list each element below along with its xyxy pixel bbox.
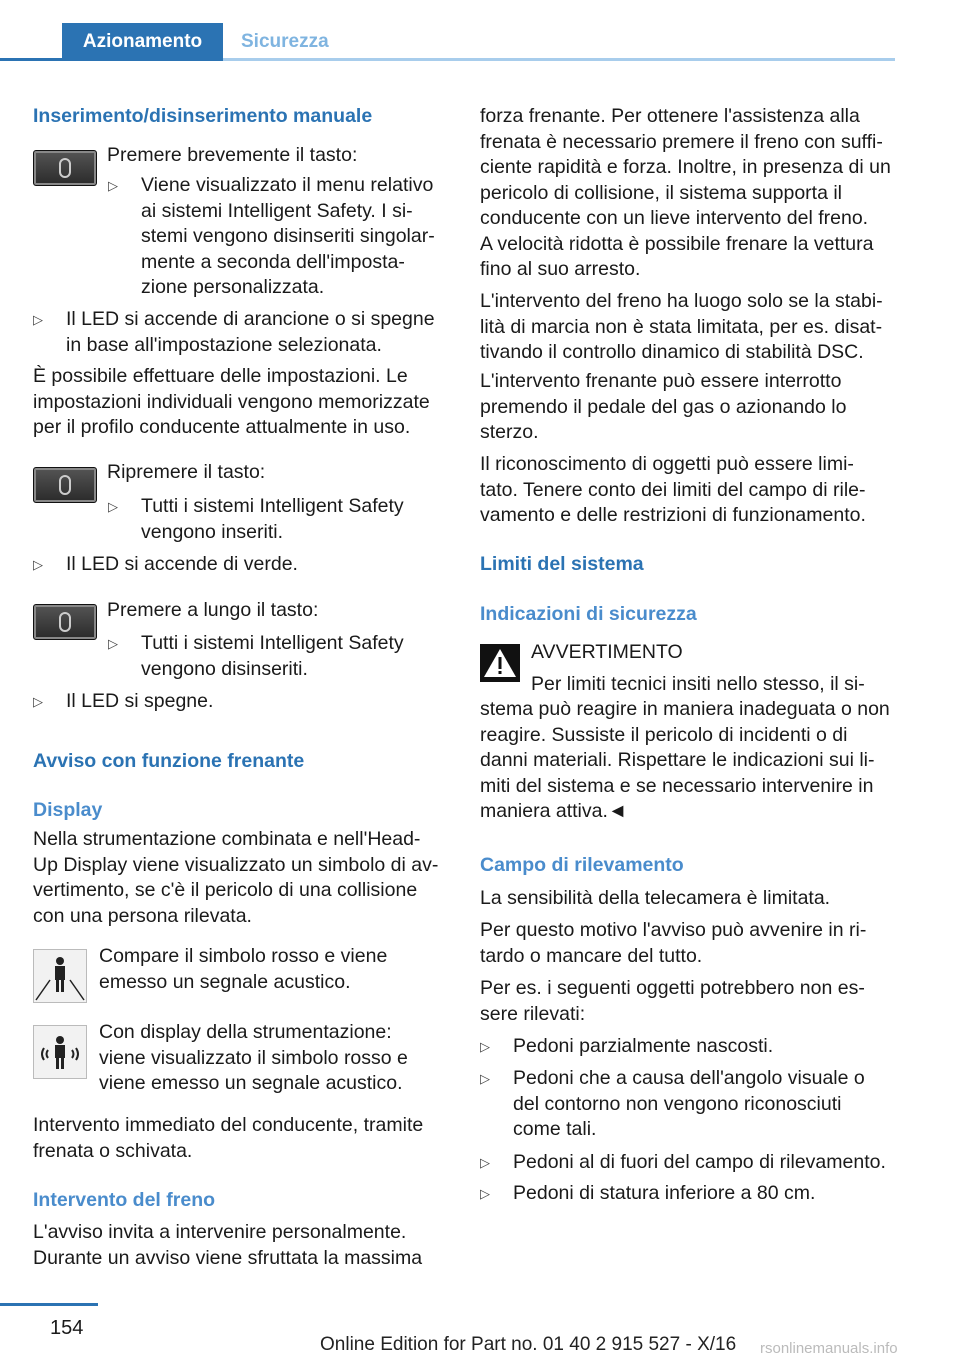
symbol-2-text: Con display della strumentazione: viene visualizzato il simbolo rosso e viene emesso un segnale acustico. bbox=[99, 1021, 408, 1094]
stability-paragraph: L'intervento del freno ha luogo solo se la stabi- lità di marcia non è stata limitata, per es. disat- tivando il controllo dinamico di stabilità DSC. bbox=[480, 290, 883, 363]
brake-paragraph: L'avviso invita a intervenire personalmente. Durante un avviso viene sfruttata la massima bbox=[33, 1221, 423, 1269]
bullet-2: Il LED si accende di arancione o si spegne in base all'impostazione selezionata. bbox=[66, 308, 435, 356]
brake-assist-paragraph: forza frenante. Per ottenere l'assistenza alla frenata è necessario premere il freno con suffi- ciente rapidità e forza. Inoltre, in presenza di un pericolo di collisione, il sistema supporta il conducente con un lieve intervento del freno. A velocità ridotta è possibile frenare la vettura fino al suo arresto. bbox=[480, 105, 891, 280]
pedestrian-acoustic-icon bbox=[33, 1025, 87, 1079]
press-again-text: Ripremere il tasto: bbox=[107, 461, 266, 483]
bullet-1: Viene visualizzato il menu relativo ai sistemi Intelligent Safety. I si- stemi vengono disinseriti singolar- mente a seconda dell'imposta- zione personalizzata. bbox=[141, 174, 435, 298]
bullet-4: Il LED si accende di verde. bbox=[66, 553, 298, 575]
edition-footer: Online Edition for Part no. 01 40 2 915 527 - X/16 bbox=[320, 1334, 737, 1355]
bullet-triangle-icon: ▷ bbox=[108, 178, 118, 193]
bullet-triangle-icon: ▷ bbox=[480, 1071, 490, 1086]
sensitivity-text: La sensibilità della telecamera è limitata. bbox=[480, 887, 831, 909]
interrupt-paragraph: L'intervento frenante può essere interrotto premendo il pedale del gas o azionando lo sterzo. bbox=[480, 370, 847, 443]
list-item: Pedoni parzialmente nascosti. bbox=[513, 1035, 774, 1057]
intelligent-safety-button-icon bbox=[33, 604, 97, 640]
warning-title: AVVERTIMENTO bbox=[531, 641, 683, 663]
bullet-triangle-icon: ▷ bbox=[33, 557, 43, 572]
symbol-1-text: Compare il simbolo rosso e viene emesso un segnale acustico. bbox=[99, 945, 388, 993]
header-accent-line bbox=[0, 58, 62, 61]
settings-paragraph: È possibile effettuare delle impostazioni. Le impostazioni individuali vengono memorizzate per il profilo conducente attualmente in uso. bbox=[33, 365, 430, 438]
heading-display: Display bbox=[33, 799, 103, 821]
heading-brake: Intervento del freno bbox=[33, 1189, 216, 1211]
chapter-tabs bbox=[0, 23, 895, 61]
heading-manual: Inserimento/disinserimento manuale bbox=[33, 105, 373, 127]
intelligent-safety-button-icon bbox=[33, 150, 97, 186]
list-item: Pedoni che a causa dell'angolo visuale o del contorno non vengono riconosciuti come tali. bbox=[513, 1067, 865, 1140]
warning-triangle-icon bbox=[480, 644, 520, 682]
bullet-triangle-icon: ▷ bbox=[33, 694, 43, 709]
pedestrian-warning-icon bbox=[33, 949, 87, 1003]
bullet-triangle-icon: ▷ bbox=[480, 1039, 490, 1054]
bullet-triangle-icon: ▷ bbox=[480, 1155, 490, 1170]
intelligent-safety-button-icon bbox=[33, 467, 97, 503]
heading-range: Campo di rilevamento bbox=[480, 854, 684, 876]
heading-safety: Indicazioni di sicurezza bbox=[480, 603, 697, 625]
tab-sicurezza[interactable]: Sicurezza bbox=[241, 31, 329, 52]
bullet-6: Il LED si spegne. bbox=[66, 690, 214, 712]
press-long-text: Premere a lungo il tasto: bbox=[107, 599, 319, 621]
bullet-triangle-icon: ▷ bbox=[108, 499, 118, 514]
list-item: Pedoni al di fuori del campo di rilevamento. bbox=[513, 1151, 886, 1173]
warning-text: stema può reagire in maniera inadeguata o non reagire. Sussiste il pericolo di incidenti o di danni materiali. Rispettare le indicazioni sui li- miti del sistema e se necessario intervenire in maniera attiva.◄ bbox=[480, 698, 890, 822]
delay-paragraph: Per questo motivo l'avviso può avvenire in ri- tardo o mancare del tutto. bbox=[480, 919, 867, 967]
page-number: 154 bbox=[50, 1317, 84, 1339]
heading-limits: Limiti del sistema bbox=[480, 553, 644, 575]
bullet-triangle-icon: ▷ bbox=[108, 636, 118, 651]
watermark: rsonlinemanuals.info bbox=[760, 1340, 898, 1357]
list-item: Pedoni di statura inferiore a 80 cm. bbox=[513, 1182, 816, 1204]
bullet-triangle-icon: ▷ bbox=[33, 312, 43, 327]
tab-rule bbox=[223, 58, 895, 61]
bullet-3: Tutti i sistemi Intelligent Safety vengono inseriti. bbox=[141, 495, 404, 543]
tab-azionamento[interactable]: Azionamento bbox=[62, 23, 223, 61]
press-short-text: Premere brevemente il tasto: bbox=[107, 144, 358, 166]
page-number-rule bbox=[0, 1303, 98, 1306]
recognition-paragraph: Il riconoscimento di oggetti può essere limi- tato. Tenere conto dei limiti del campo di rile- vamento e delle restrizioni di funzionamento. bbox=[480, 453, 866, 526]
heading-warning: Avviso con funzione frenante bbox=[33, 750, 305, 772]
bullet-triangle-icon: ▷ bbox=[480, 1186, 490, 1201]
display-paragraph: Nella strumentazione combinata e nell'Head- Up Display viene visualizzato un simbolo di av- vertimento, se c'è il pericolo di una collisione con una persona rilevata. bbox=[33, 828, 439, 927]
examples-paragraph: Per es. i seguenti oggetti potrebbero non es- sere rilevati: bbox=[480, 977, 865, 1025]
intervention-paragraph: Intervento immediato del conducente, tramite frenata o schivata. bbox=[33, 1114, 424, 1162]
bullet-5: Tutti i sistemi Intelligent Safety vengono disinseriti. bbox=[141, 632, 404, 680]
warning-line-1: Per limiti tecnici insiti nello stesso, il si- bbox=[531, 673, 865, 695]
